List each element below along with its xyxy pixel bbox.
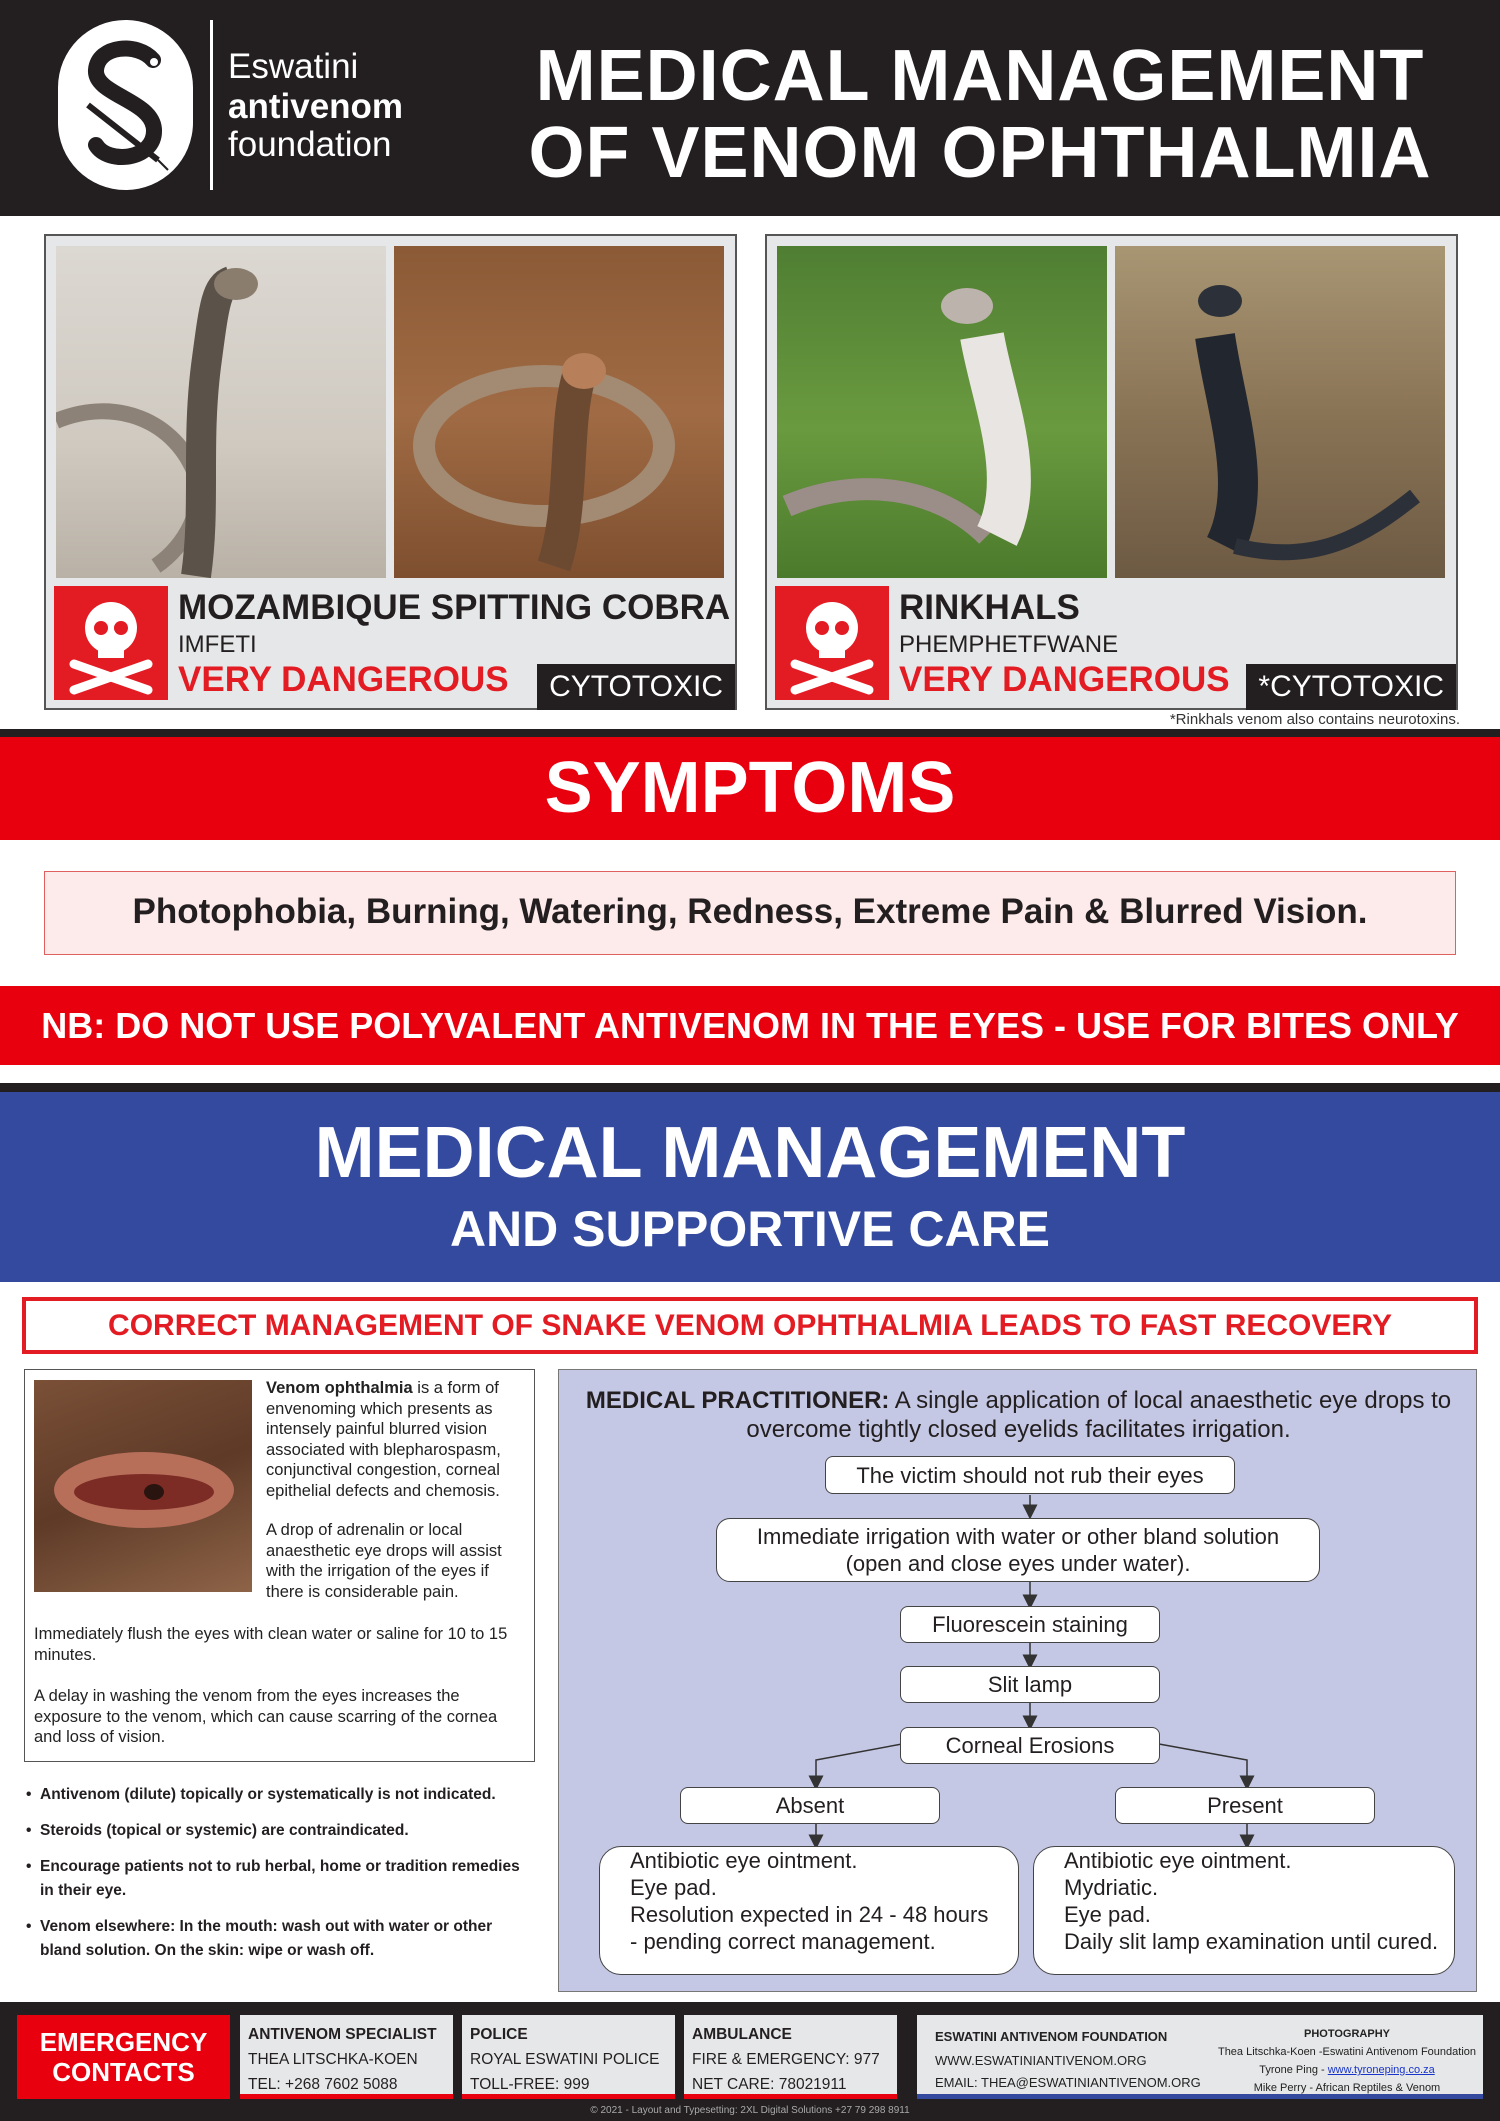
bullet-item: • Steroids (topical or systemic) are contraindicated. [24,1819,534,1843]
treatment-flowchart [558,1369,1477,1992]
info-definition: is a form of envenoming which presents as intensely painful blurred vision associated with blepharospasm, conjunctival congestion, corneal epithelial defects and chemosis. [266,1379,501,1500]
info-paragraph-2: A drop of adrenalin or local anaesthetic eye drops will assist with the irrigation of the eyes if there is considerable pain. [266,1521,502,1601]
contact-title: ANTIVENOM SPECIALIST [248,2026,437,2043]
contact-title: POLICE [470,2026,528,2043]
emergency-label-line2: CONTACTS [52,2057,195,2087]
rinkhals-footnote: *Rinkhals venom also contains neurotoxins. [1169,711,1460,728]
snake-name: RINKHALS [899,588,1080,627]
care-line: - pending correct management. [630,1929,936,1954]
care-line: Mydriatic. [1064,1875,1159,1900]
logo-divider [210,20,213,190]
snake-card-rinkhals [765,234,1458,710]
photo-credit-3: Mike Perry - African Reptiles & Venom [1253,2082,1441,2094]
logo-snake-icon [58,20,193,190]
emergency-label-line1: EMERGENCY [39,2027,208,2057]
management-title: MEDICAL MANAGEMENT [314,1113,1186,1193]
foundation-email[interactable]: EMAIL: THEA@ESWATINIANTIVENOM.ORG [935,2075,1201,2090]
bullet-item: • Antivenom (dilute) topically or systematically is not indicated. [24,1783,534,1807]
flow-step-slit-lamp: Slit lamp [900,1666,1160,1703]
page-title-line2: OF VENOM OPHTHALMIA [528,113,1432,193]
foundation-box [917,2015,1483,2099]
contact-antivenom-specialist [240,2015,453,2099]
contact-police [462,2015,675,2099]
skull-danger-icon [54,586,168,700]
irrigation-line1: Immediate irrigation with water or other bland solution [756,1524,1280,1549]
bullet-item: • Venom elsewhere: In the mouth: wash out with water or other bland solution. On the skin: wipe or wash off. [24,1915,534,1963]
ophthalmia-info-box [24,1369,535,1762]
present-care-box [1033,1846,1455,1975]
logo-text-line2: antivenom [228,87,404,126]
divider-bar [0,1083,1500,1092]
venom-type-badge: *CYTOTOXIC [1246,664,1456,710]
guidance-bullets [24,1783,534,1975]
danger-label: VERY DANGEROUS [178,660,509,699]
flow-intro [559,1386,1478,1444]
snake-local-name: PHEMPHETFWANE [899,631,1119,658]
photo-credit-1: Thea Litschka-Koen -Eswatini Antivenom Foundation [1217,2046,1477,2058]
contact-ambulance [684,2015,897,2099]
flow-step-fluorescein: Fluorescein staining [900,1606,1160,1643]
care-line: Eye pad. [630,1875,717,1900]
care-line: Antibiotic eye ointment. [1064,1848,1292,1873]
management-subtitle: AND SUPPORTIVE CARE [449,1201,1051,1257]
eye-photo [34,1380,252,1592]
snake-local-name: IMFETI [178,631,257,658]
flow-step-no-rubbing: The victim should not rub their eyes [825,1456,1235,1494]
care-line: Antibiotic eye ointment. [630,1848,858,1873]
contact-phone: TOLL-FREE: 999 [470,2076,590,2093]
flow-step-corneal-erosions: Corneal Erosions [900,1727,1160,1764]
snake-card-mozambique [44,234,737,710]
irrigation-line2: (open and close eyes under water). [845,1551,1191,1576]
skull-danger-icon [775,586,889,700]
header [0,0,1500,216]
management-banner [0,1092,1500,1282]
snake-photo-2 [394,246,724,578]
symptoms-text: Photophobia, Burning, Watering, Redness, Extreme Pain & Blurred Vision. [44,871,1456,955]
recovery-banner: CORRECT MANAGEMENT OF SNAKE VENOM OPHTHALMIA LEADS TO FAST RECOVERY [22,1297,1478,1354]
flow-intro-label: MEDICAL PRACTITIONER: [585,1387,890,1414]
logo-text-line1: Eswatini [228,47,359,86]
contact-line: THEA LITSCHKA-KOEN [248,2051,418,2068]
bullet-item: • Encourage patients not to rub herbal, home or tradition remedies in their eye. [24,1855,534,1903]
flow-intro-text: A single application of local anaesthetic eye drops to overcome tightly closed eyelids facilitates irrigation. [746,1387,1452,1443]
page-title-line1: MEDICAL MANAGEMENT [535,36,1425,116]
divider-bar [0,729,1500,737]
info-term: Venom ophthalmia [266,1379,413,1397]
contact-line: ROYAL ESWATINI POLICE [470,2051,660,2068]
snake-name: MOZAMBIQUE SPITTING COBRA [178,588,731,627]
contact-title: AMBULANCE [692,2026,792,2043]
foundation-website[interactable]: WWW.ESWATINIANTIVENOM.ORG [935,2053,1147,2068]
symptoms-heading: SYMPTOMS [0,737,1500,840]
snake-photo-4 [1115,246,1445,578]
photo-credit-2: Tyrone Ping - [1259,2064,1328,2076]
contact-phone: TEL: +268 7602 5088 [248,2076,398,2093]
snake-photo-1 [56,246,386,578]
layout-credit: © 2021 - Layout and Typesetting: 2XL Digital Solutions +27 79 298 8911 [590,2105,910,2116]
care-line: Eye pad. [1064,1902,1151,1927]
photo-credit-link[interactable]: www.tyroneping.co.za [1327,2064,1435,2076]
care-line: Resolution expected in 24 - 48 hours [630,1902,989,1927]
absent-care-box [599,1846,1019,1975]
contact-line: FIRE & EMERGENCY: 977 [692,2051,880,2068]
info-paragraph-1 [266,1378,528,1501]
foundation-title: ESWATINI ANTIVENOM FOUNDATION [935,2029,1168,2044]
care-line: Daily slit lamp examination until cured. [1064,1929,1439,1954]
photography-title: PHOTOGRAPHY [1304,2028,1390,2040]
venom-type-badge: CYTOTOXIC [537,664,735,710]
contact-phone: NET CARE: 78021911 [692,2076,847,2093]
emergency-footer [0,2002,1500,2121]
emergency-label [17,2015,230,2099]
photography-credits [1217,2025,1477,2097]
flow-step-irrigation [716,1518,1320,1582]
flow-branch-absent: Absent [680,1787,940,1824]
danger-label: VERY DANGEROUS [899,660,1230,699]
flow-branch-present: Present [1115,1787,1375,1824]
logo-text-line3: foundation [228,125,392,164]
nb-warning: NB: DO NOT USE POLYVALENT ANTIVENOM IN THE EYES - USE FOR BITES ONLY [0,986,1500,1065]
info-paragraph-3: Immediately flush the eyes with clean water or saline for 10 to 15 minutes. [34,1625,508,1664]
info-paragraph-4: A delay in washing the venom from the eyes increases the exposure to the venom, which can cause scarring of the cornea and loss of vision. [34,1687,498,1746]
snake-photo-3 [777,246,1107,578]
